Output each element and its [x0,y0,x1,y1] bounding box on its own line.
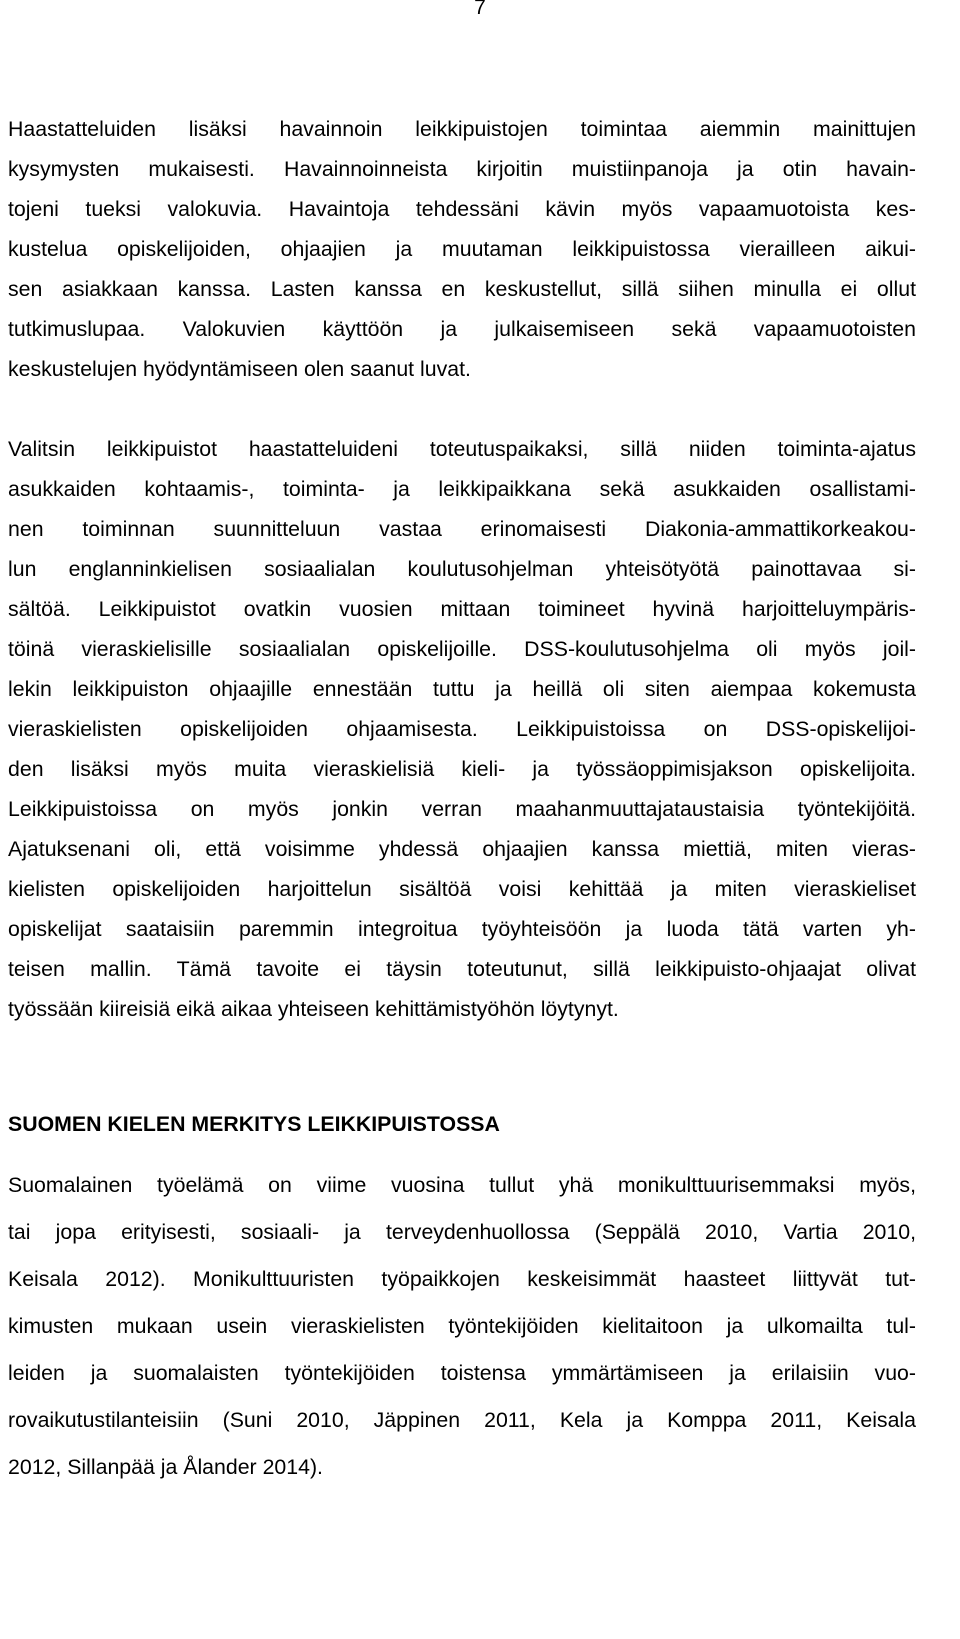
text-line: tutkimuslupaa. Valokuvien käyttöön ja julkaisemiseen sekä vapaamuotoisten [8,317,916,341]
text-line: sältöä. Leikkipuistot ovatkin vuosien mittaan toimineet hyvinä harjoitteluympäris- [8,597,916,621]
text-line: asukkaiden kohtaamis-, toiminta- ja leikkipaikkana sekä asukkaiden osallistami- [8,477,916,501]
text-line: kimusten mukaan usein vieraskielisten työntekijöiden kielitaitoon ja ulkomailta tul- [8,1314,916,1338]
text-line: Valitsin leikkipuistot haastatteluideni toteutuspaikaksi, sillä niiden toiminta-ajatus [8,437,916,461]
text-line: keskustelujen hyödyntämiseen olen saanut luvat. [8,357,471,381]
text-line: den lisäksi myös muita vieraskielisiä kieli- ja työssäoppimisjakson opiskelijoita. [8,757,916,781]
text-line: työssään kiireisiä eikä aikaa yhteiseen kehittämistyöhön löytynyt. [8,997,619,1021]
text-line: lun englanninkielisen sosiaalialan koulutusohjelman yhteisötyötä painottavaa si- [8,557,916,581]
text-line: lekin leikkipuiston ohjaajille ennestään tuttu ja heillä oli siten aiempaa kokemusta [8,677,916,701]
text-line: Keisala 2012). Monikulttuuristen työpaikkojen keskeisimmät haasteet liittyvät tut- [8,1267,916,1291]
text-line: Suomalainen työelämä on viime vuosina tullut yhä monikulttuurisemmaksi myös, [8,1173,916,1197]
text-line: töinä vieraskielisille sosiaalialan opiskelijoille. DSS-koulutusohjelma oli myös joil- [8,637,916,661]
text-line: kysymysten mukaisesti. Havainnoinneista kirjoitin muistiinpanoja ja otin havain- [8,157,916,181]
text-line: tai jopa erityisesti, sosiaali- ja terveydenhuollossa (Seppälä 2010, Vartia 2010, [8,1220,916,1244]
text-line: kielisten opiskelijoiden harjoittelun sisältöä voisi kehittää ja miten vieraskieliset [8,877,916,901]
section-heading: SUOMEN KIELEN MERKITYS LEIKKIPUISTOSSA [8,1112,500,1136]
text-line: Haastatteluiden lisäksi havainnoin leikkipuistojen toimintaa aiemmin mainittujen [8,117,916,141]
page-number: 7 [474,0,486,19]
text-line: Leikkipuistoissa on myös jonkin verran maahanmuuttajataustaisia työntekijöitä. [8,797,916,821]
text-line: rovaikutustilanteisiin (Suni 2010, Jäppinen 2011, Kela ja Komppa 2011, Keisala [8,1408,916,1432]
text-line: kustelua opiskelijoiden, ohjaajien ja muutaman leikkipuistossa vierailleen aikui- [8,237,916,261]
text-line: sen asiakkaan kanssa. Lasten kanssa en keskustellut, sillä siihen minulla ei ollut [8,277,916,301]
text-line: leiden ja suomalaisten työntekijöiden toistensa ymmärtämiseen ja erilaisiin vuo- [8,1361,916,1385]
text-line: teisen mallin. Tämä tavoite ei täysin toteutunut, sillä leikkipuisto-ohjaajat olivat [8,957,916,981]
text-line: Ajatuksenani oli, että voisimme yhdessä ohjaajien kanssa miettiä, miten vieras- [8,837,916,861]
text-line: vieraskielisten opiskelijoiden ohjaamisesta. Leikkipuistoissa on DSS-opiskelijoi- [8,717,916,741]
text-line: tojeni tueksi valokuvia. Havaintoja tehdessäni kävin myös vapaamuotoista kes- [8,197,916,221]
text-line: opiskelijat saataisiin paremmin integroitua työyhteisöön ja luoda tätä varten yh- [8,917,916,941]
text-line: nen toiminnan suunnitteluun vastaa erinomaisesti Diakonia-ammattikorkeakou- [8,517,916,541]
text-line: 2012, Sillanpää ja Ålander 2014). [8,1455,323,1479]
